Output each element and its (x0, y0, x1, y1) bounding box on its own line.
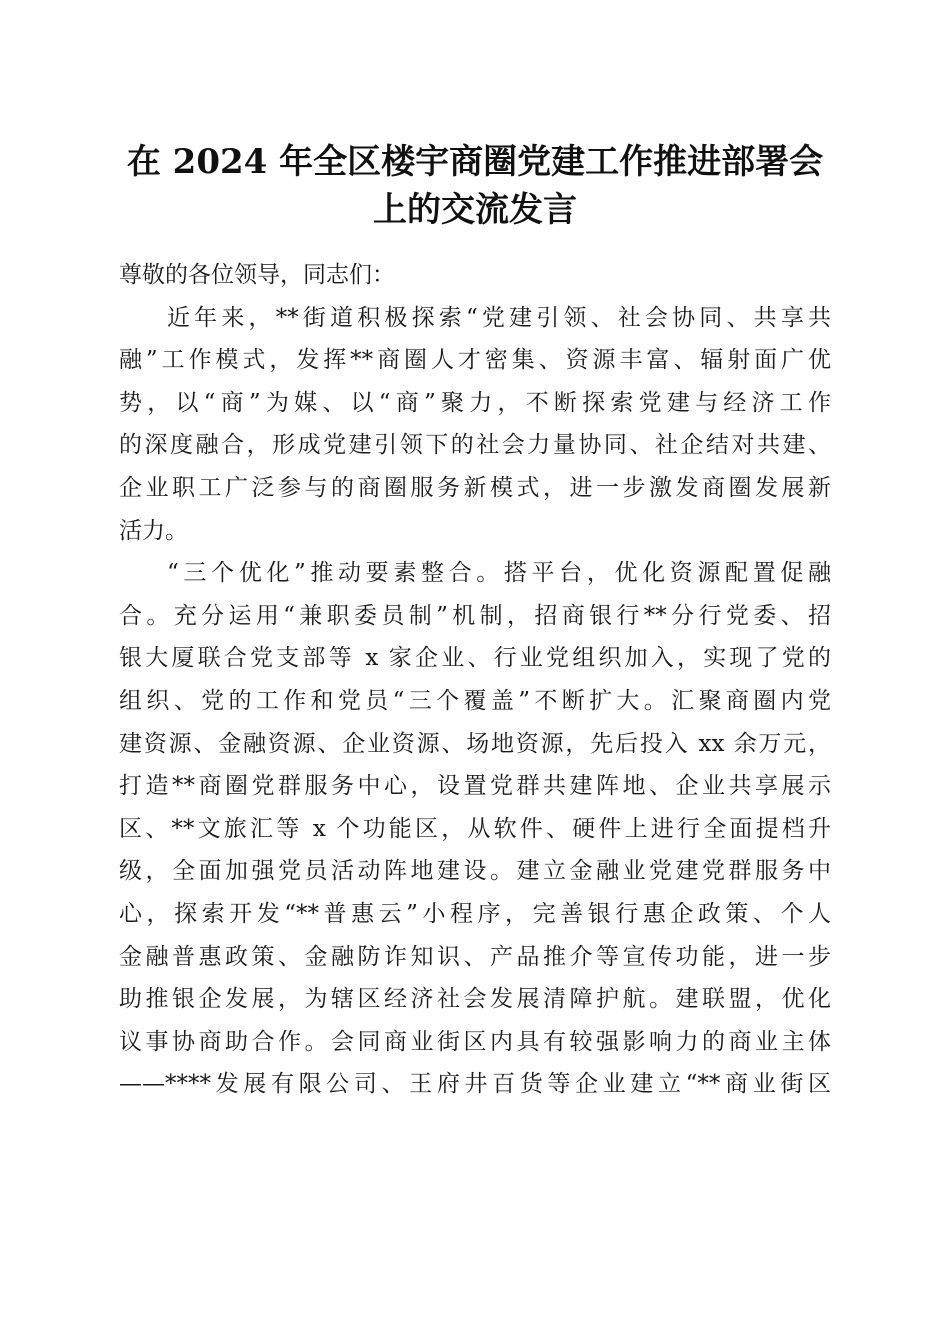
paragraph-line: 议事协商助合作。会同商业街区内具有较强影响力的商业主体 (119, 1028, 831, 1055)
paragraph-line: 助推银企发展，为辖区经济社会发展清障护航。建联盟，优化 (119, 986, 831, 1013)
paragraph-line: 融”工作模式，发挥**商圈人才密集、资源丰富、辐射面广优 (119, 347, 831, 374)
paragraph-line: 心，探索开发“**普惠云”小程序，完善银行惠企政策、个人 (119, 900, 831, 927)
paragraph-line: 活力。 (119, 517, 188, 544)
paragraph-line: 级，全面加强党员活动阵地建设。建立金融业党建党群服务中 (119, 858, 831, 885)
paragraph-line: 势，以“商”为媒、以“商”聚力，不断探索党建与经济工作 (119, 389, 831, 416)
paragraph-line: 区、**文旅汇等 x 个功能区，从软件、硬件上进行全面提档升 (119, 815, 831, 842)
paragraph-line: 打造**商圈党群服务中心，设置党群共建阵地、企业共享展示 (119, 773, 831, 800)
document-title (110, 138, 840, 234)
paragraph-line: “三个优化”推动要素整合。搭平台，优化资源配置促融 (167, 560, 831, 587)
paragraph-line: 银大厦联合党支部等 x 家企业、行业党组织加入，实现了党的 (119, 645, 831, 672)
paragraph-line: 企业职工广泛参与的商圈服务新模式，进一步激发商圈发展新 (119, 474, 831, 501)
paragraph-line: ——****发展有限公司、王府井百货等企业建立“**商业街区 (119, 1071, 831, 1098)
paragraph-line: 近年来，**街道积极探索“党建引领、社会协同、共享共 (167, 304, 831, 331)
title-line-2: 上的交流发言 (373, 190, 577, 230)
paragraph-intro (119, 297, 831, 553)
paragraph-three-optimizations (119, 552, 831, 1106)
paragraph-line: 组织、党的工作和党员“三个覆盖”不断扩大。汇聚商圈内党 (119, 687, 831, 714)
paragraph-line: 金融普惠政策、金融防诈知识、产品推介等宣传功能，进一步 (119, 943, 831, 970)
title-line-1: 在 2024 年全区楼宇商圈党建工作推进部署会 (126, 142, 824, 182)
paragraph-line: 合。充分运用“兼职委员制”机制，招商银行**分行党委、招 (119, 602, 831, 629)
paragraph-line: 建资源、金融资源、企业资源、场地资源，先后投入 xx 余万元， (119, 730, 831, 757)
greeting: 尊敬的各位领导，同志们： (119, 262, 395, 288)
paragraph-line: 的深度融合，形成党建引领下的社会力量协同、社企结对共建、 (119, 432, 831, 459)
document-body (119, 254, 831, 1106)
